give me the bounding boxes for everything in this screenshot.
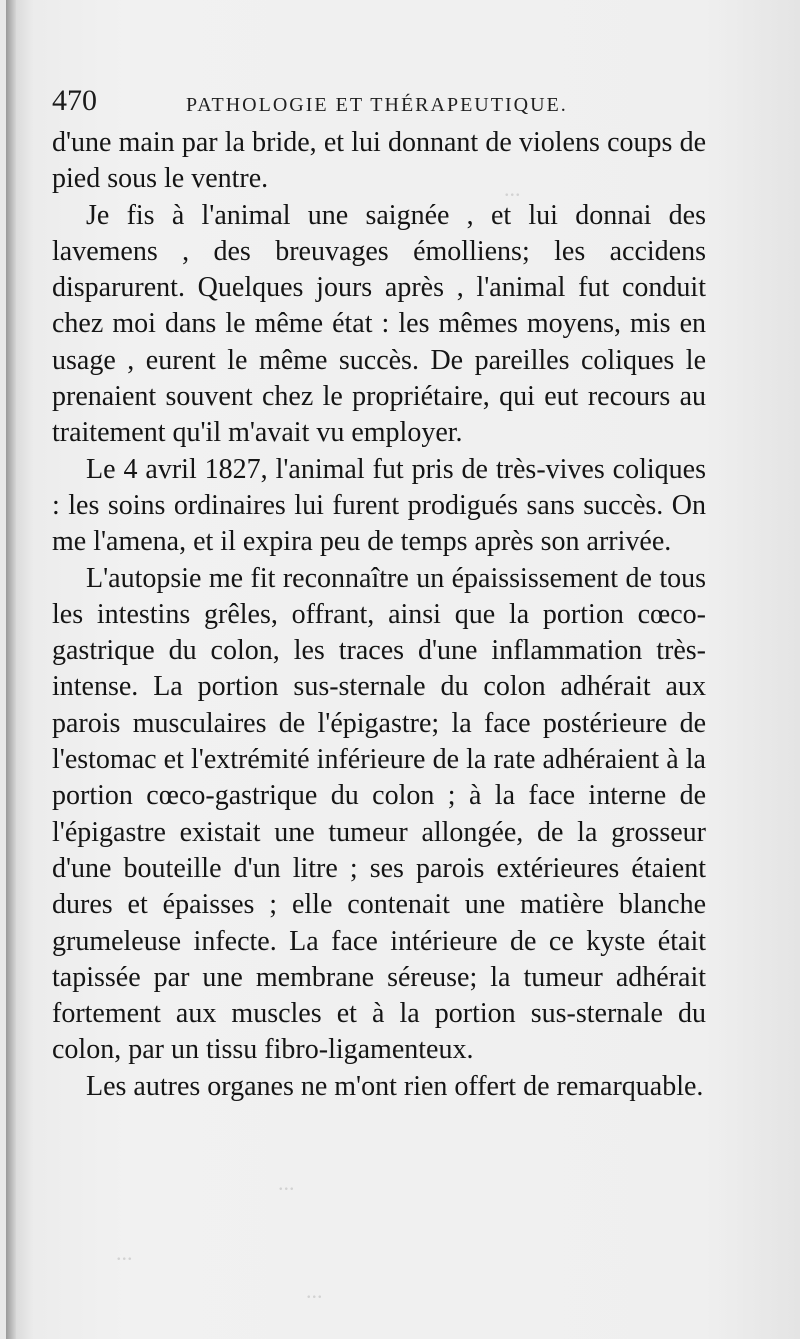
paragraph: L'autopsie me fit reconnaître un épaississement de tous les intestins grêles, offrant, ainsi que la portion cœco-gastrique du colon, les traces d'une inflammation très-intense. La portion sus-sternale du colon adhérait aux parois musculaires de l'épigastre; la face postérieure de l'estomac et l'extrémité inférieure de la rate adhéraient à la portion cœco-gastrique du colon ; à la face interne de l'épigastre existait une tumeur allongée, de la grosseur d'une bouteille d'un litre ; ses parois extérieures étaient dures et épaisses ; elle contenait une matière blanche grumeleuse infecte. La face intérieure de ce kyste était tapissée par une membrane séreuse; la tumeur adhérait fortement aux muscles et à la portion sus-sternale du colon, par un tissu fibro-ligamenteux. <box>52 562 706 1066</box>
paragraph: Les autres organes ne m'ont rien offert de remarquable. <box>86 1070 704 1102</box>
running-head: PATHOLOGIE ET THÉRAPEUTIQUE. <box>186 94 568 116</box>
page-number: 470 <box>52 84 97 117</box>
show-through-text: ... <box>116 1240 133 1265</box>
show-through-text: ... <box>504 176 521 201</box>
paragraph: d'une main par la bride, et lui donnant de violens coups de pied sous le ventre. <box>52 127 706 195</box>
page-header <box>46 84 746 124</box>
show-through-text: ... <box>306 1278 323 1303</box>
page-body <box>52 125 706 1105</box>
paragraph: Le 4 avril 1827, l'animal fut pris de très-vives coliques : les soins ordinaires lui furent prodigués sans succès. On me l'amena, et il expira peu de temps après son arrivée. <box>52 453 706 558</box>
page-gutter-shadow <box>6 0 16 1339</box>
show-through-text: ... <box>278 1170 295 1195</box>
paragraph: Je fis à l'animal une saignée , et lui donnai des lavemens , des breuvages émolliens; les accidens disparurent. Quelques jours après , l'animal fut conduit chez moi dans le même état : les mêmes moyens, mis en usage , eurent le même succès. De pareilles coliques le prenaient souvent chez le propriétaire, qui eut recours au traitement qu'il m'avait vu employer. <box>52 199 706 449</box>
book-page <box>6 0 800 1339</box>
